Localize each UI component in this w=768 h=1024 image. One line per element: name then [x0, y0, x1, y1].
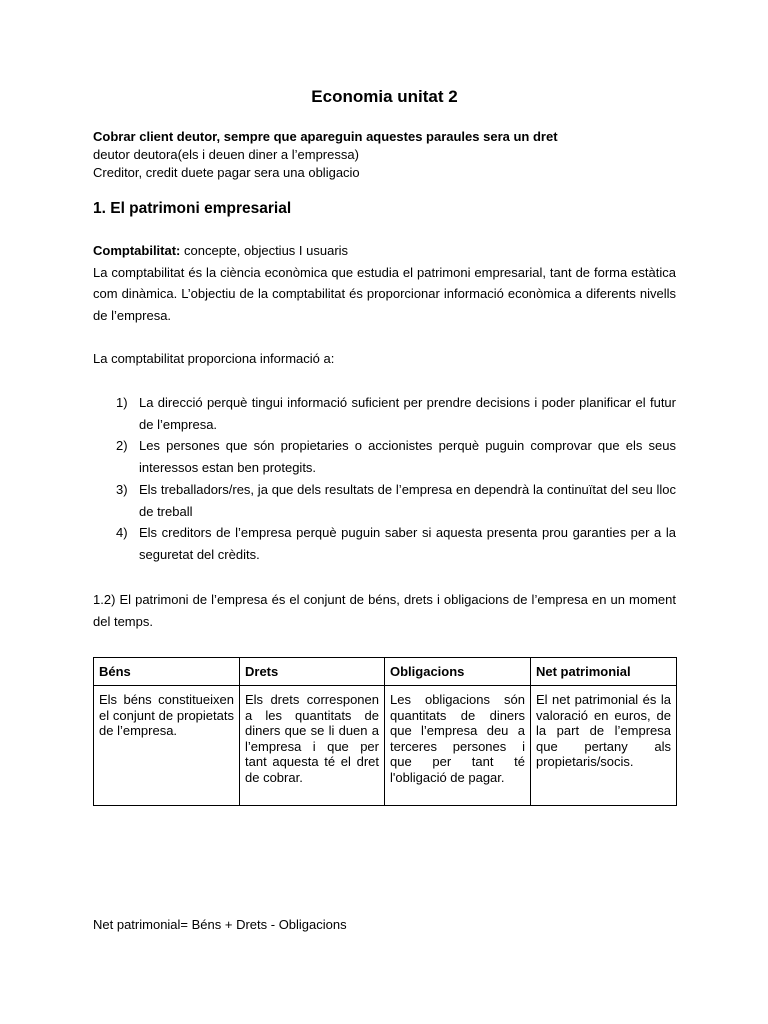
patrimoni-table [93, 657, 677, 806]
list-item [93, 479, 676, 522]
intro-line-3: Creditor, credit duete pagar sera una obligacio [93, 165, 360, 180]
comptabilitat-subtitle: concepte, objectius I usuaris [180, 243, 349, 258]
list-item-text: La direcció perquè tingui informació suficient per prendre decisions i poder planificar el futur de l’empresa. [139, 395, 676, 432]
list-item-number: 3) [116, 481, 128, 497]
document-title: Economia unitat 2 [311, 87, 458, 106]
comptabilitat-block [93, 240, 676, 327]
net-patrimonial-formula: Net patrimonial= Béns + Drets - Obligacions [93, 917, 347, 932]
table-row [94, 686, 677, 806]
list-item-number: 2) [116, 438, 128, 454]
cell-net-patrimonial: El net patrimonial és la valoració en euros, de la part de l’empresa que pertany als propietaris/socis. [531, 686, 677, 806]
comptabilitat-label: Comptabilitat: [93, 243, 181, 258]
list-item-number: 4) [116, 525, 128, 541]
header-net-patrimonial: Net patrimonial [531, 658, 677, 686]
cell-obligacions: Les obligacions són quantitats de diners que l’empresa deu a terceres persones i que per tant té l'obligació de pagar. [385, 686, 531, 806]
intro-line-1: Cobrar client deutor, sempre que apareguin aquestes paraules sera un dret [93, 129, 558, 144]
header-obligacions: Obligacions [385, 658, 531, 686]
cell-bens: Els béns constitueixen el conjunt de propietats de l’empresa. [94, 686, 240, 806]
list-item-text: Els creditors de l’empresa perquè puguin saber si aquesta presenta prou garanties per a la seguretat del crèdits. [139, 525, 676, 562]
comptabilitat-subheading [93, 240, 676, 262]
patrimoni-definition: 1.2) El patrimoni de l’empresa és el conjunt de béns, drets i obligacions de l’empresa en un moment del temps. [93, 592, 676, 629]
list-item-text: Les persones que són propietaries o accionistes perquè puguin comprovar que els seus interessos estan ben protegits. [139, 438, 676, 476]
comptabilitat-paragraph: La comptabilitat és la ciència econòmica que estudia el patrimoni empresarial, tant de forma estàtica com dinàmica. L’objectiu de la comptabilitat és proporcionar informació econòmica a diferents nivells de l’empresa. [93, 264, 676, 324]
patrimoni-definition-block [93, 589, 676, 632]
list-item [93, 435, 676, 478]
intro-notes [93, 128, 676, 182]
list-item [93, 522, 676, 565]
list-item [93, 392, 676, 435]
list-item-number: 1) [116, 395, 128, 410]
proporciona-paragraph: La comptabilitat proporciona informació a: [93, 351, 335, 366]
section-heading-patrimoni: 1. El patrimoni empresarial [93, 200, 292, 217]
header-bens: Béns [94, 658, 240, 686]
list-item-text: Els treballadors/res, ja que dels resultats de l’empresa en dependrà la continuïtat del seu lloc de treball [139, 481, 676, 519]
document-page [93, 0, 676, 1024]
recipients-list [93, 392, 676, 566]
cell-drets: Els drets corresponen a les quantitats de diners que se li duen a l’empresa i que per tant aquesta té el dret de cobrar. [240, 686, 385, 806]
table-header-row [94, 658, 677, 686]
intro-line-2: deutor deutora(els i deuen diner a l’empressa) [93, 147, 359, 162]
header-drets: Drets [240, 658, 385, 686]
